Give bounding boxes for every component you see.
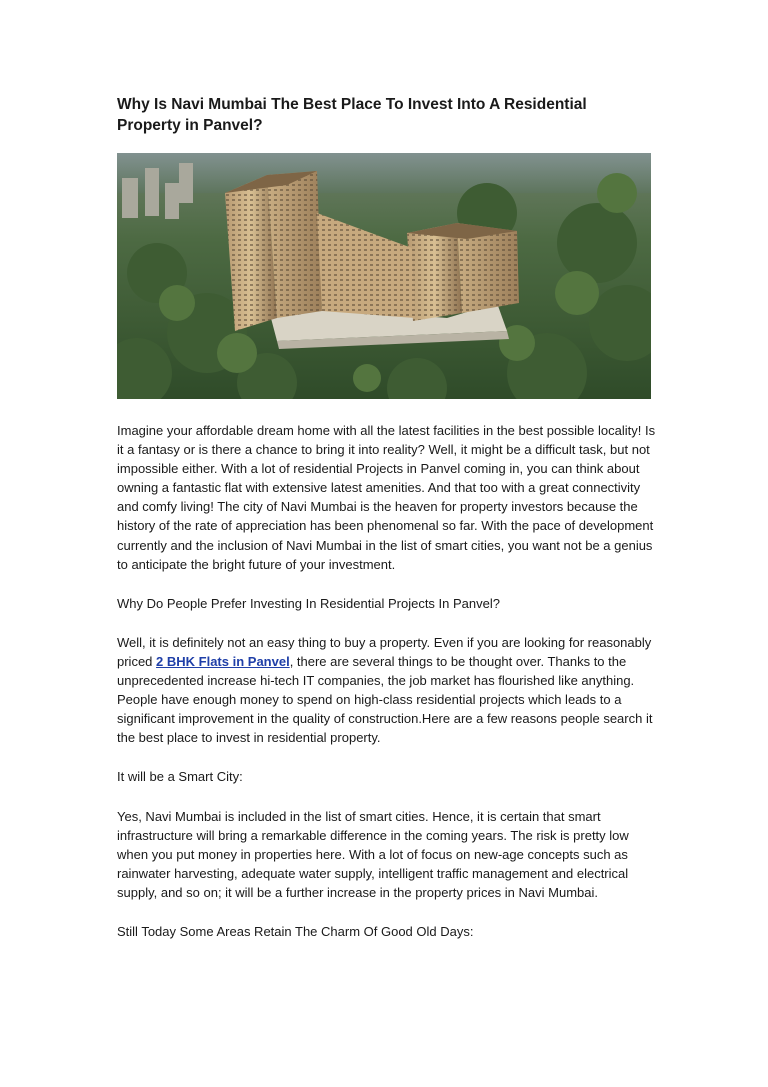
paragraph-text-before-link: Well, it is definitely not an easy thing to buy a property. Even if you are looking for reasonably priced xyxy=(117,634,652,669)
aerial-building-photo xyxy=(117,153,651,399)
document-page xyxy=(117,94,657,941)
paragraph-smart-city: Yes, Navi Mumbai is included in the list of smart cities. Hence, it is certain that smart infrastructure will bring a remarkable difference in the coming years. The risk is pretty low when you put money in properties here. With a lot of focus on new-age concepts such as rainwater harvesting, adequate water supply, intelligent traffic management and electrical supply, and so on; it will be a further increase in the property prices in Navi Mumbai. xyxy=(117,808,629,900)
intro-paragraph: Imagine your affordable dream home with all the latest facilities in the best possible locality! Is it a fantasy or is there a chance to bring it into reality? Well, it might be a difficult task, but not impossible either. With a lot of residential Projects in Panvel coming in, you can think about owning a fantastic flat with extensive latest amenities. And that too with a great connectivity and comfy living! The city of Navi Mumbai is the heaven for property investors because the history of the rate of appreciation has been phenomenal so far. With the pace of development currently and the inclusion of Navi Mumbai in the list of smart cities, you want not be a genius to anticipate the bright future of your investment. xyxy=(117,423,656,572)
section-heading-smart-city: It will be a Smart City: xyxy=(117,769,243,785)
paragraph-text-after-link: , there are several things to be thought over. Thanks to the unprecedented increase hi-tech IT companies, the job market has flourished like anything. People have enough money to spend on high-class residential projects which leads to a significant improvement in the quality of construction.Here are a few reasons people search it the best place to invest in residential property. xyxy=(117,653,653,746)
building-illustration xyxy=(117,153,651,399)
2bhk-flats-link[interactable]: 2 BHK Flats in Panvel xyxy=(156,653,290,669)
paragraph-why-invest xyxy=(117,633,657,748)
section-heading-old-days: Still Today Some Areas Retain The Charm Of Good Old Days: xyxy=(117,923,474,939)
section-heading-why-invest: Why Do People Prefer Investing In Residential Projects In Panvel? xyxy=(117,595,500,611)
document-title: Why Is Navi Mumbai The Best Place To Invest Into A Residential Property in Panvel? xyxy=(117,96,587,134)
